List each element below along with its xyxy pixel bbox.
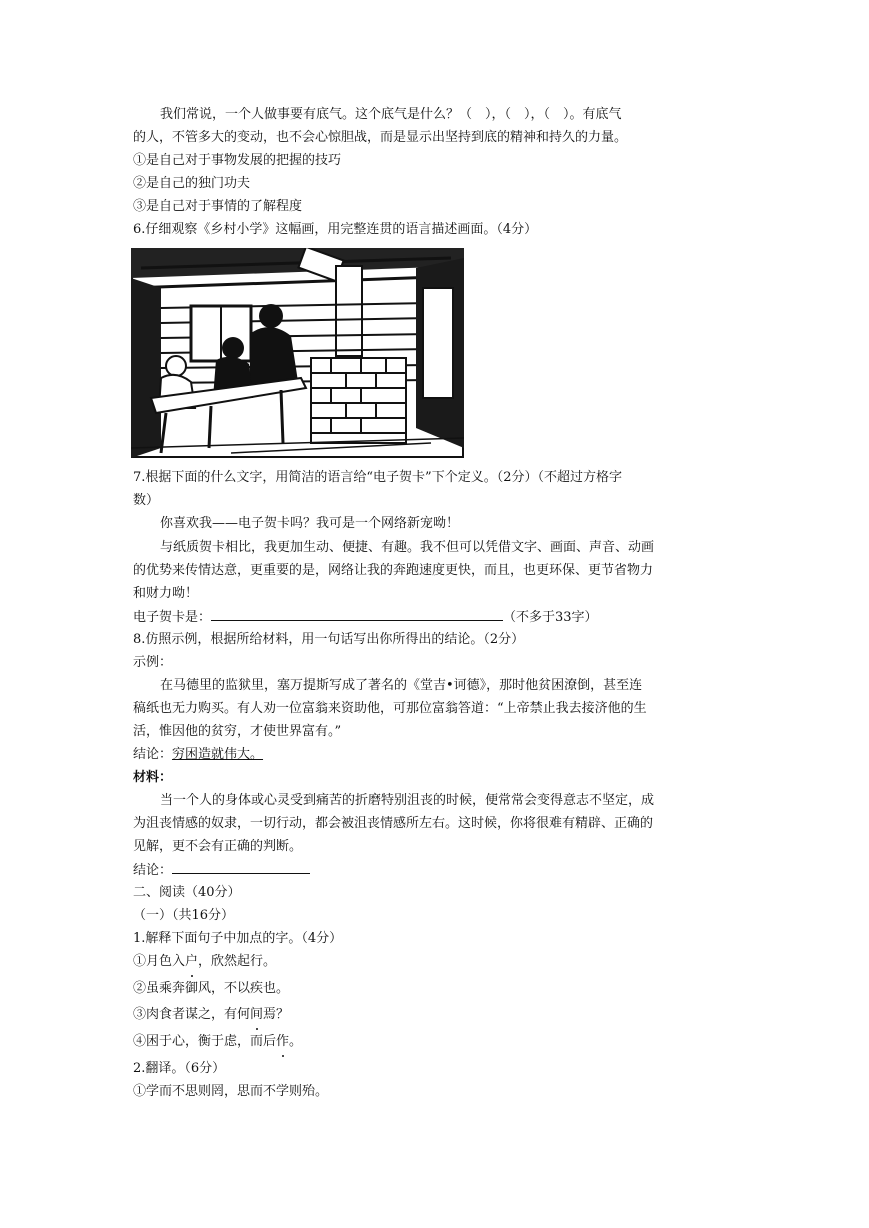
ecard-text-1: 你喜欢我——电子贺卡吗？我可是一个网络新宠呦！ [160,516,460,531]
material-text-3: 见解，更不会有正确的判断。 [133,839,303,854]
example-text-3: 活，惟因他的贫穷，才使世界富有。” [133,724,342,739]
question-7-line-2: 数） [133,493,160,508]
ecard-definition-note: （不多于33字） [503,610,598,625]
material-conclusion-answer-blank[interactable] [172,859,310,874]
option-1: ①是自己对于事物发展的把握的技巧 [133,153,342,168]
question-5-intro-line-1: 我们常说，一个人做事要有底气。这个底气是什么？（ ），（ ），（ ）。有底气 [160,107,622,122]
subsection-1-heading: （一）（共16分） [133,908,235,923]
word-explanation-item-3 [133,1004,743,1026]
example-conclusion-label: 结论： [133,747,173,762]
item-4-text-before: ④困于心，衡于虑，而后 [133,1034,277,1049]
ecard-text-4: 和财力呦！ [133,586,199,601]
material-text-1: 当一个人的身体或心灵受到痛苦的折磨特别沮丧的时候，便常常会变得意志不坚定，成 [160,793,655,808]
example-text-2: 稿纸也无力购买。有人劝一位富翁来资助他，可那位富翁答道：“上帝禁止我去接济他的生 [133,701,647,716]
item-4-dotted-char: 作 [276,1031,289,1053]
item-3-text-after: 焉？ [263,1007,290,1022]
material-conclusion-line [133,859,743,882]
question-8: 8.仿照示例，根据所给材料，用一句话写出你所得出的结论。（2分） [133,632,525,647]
question-7-line-1: 7.根据下面的什么文字，用简洁的语言给“电子贺卡”下个定义。（2分）（不超过方格字 [133,470,622,485]
word-explanation-item-2: ②虽乘奔御风，不以疾也。 [133,981,290,996]
ecard-definition-line [133,606,743,629]
ecard-text-2: 与纸质贺卡相比，我更加生动、便捷、有趣。我不但可以凭借文字、画面、声音、动画 [160,540,655,555]
example-conclusion-value: 穷困造就伟大。 [172,747,264,762]
material-text-2: 为沮丧情感的奴隶，一切行动，都会被沮丧情感所左右。这时候，你将很难有精辟、正确的 [133,816,654,831]
question-5-intro-line-2: 的人，不管多大的变动，也不会心惊胆战，而是显示出坚持到底的精神和持久的力量。 [133,130,628,145]
item-4-text-after: 。 [289,1034,303,1049]
ecard-text-3: 的优势来传情达意，更重要的是，网络让我的奔跑速度更快，而且，也更环保、更节省物力 [133,563,654,578]
example-conclusion-line [133,744,743,766]
item-3-text-before: ③肉食者谋之，有何 [133,1007,251,1022]
ecard-definition-label: 电子贺卡是： [133,610,212,625]
example-label: 示例： [133,655,173,670]
question-6: 6.仔细观察《乡村小学》这幅画，用完整连贯的语言描述画面。（4分） [133,222,538,237]
item-3-dotted-char: 间 [250,1004,263,1026]
example-text-1: 在马德里的监狱里，塞万提斯写成了著名的《堂吉•诃德》，那时他贫困潦倒，甚至连 [160,678,643,693]
item-1-text-after: ，欣然起行。 [198,954,277,969]
option-2: ②是自己的独门功夫 [133,176,251,191]
word-explanation-item-1 [133,951,743,973]
translation-item-1: ①学而不思则罔，思而不学则殆。 [133,1084,329,1099]
option-3: ③是自己对于事情的了解程度 [133,199,303,214]
material-conclusion-label: 结论： [133,863,173,878]
section-reading-heading: 二、阅读（40分） [133,885,241,900]
word-explanation-item-4 [133,1031,743,1053]
item-1-text-before: ①月色入 [133,954,186,969]
item-1-dotted-char: 户 [185,951,198,973]
reading-question-2: 2.翻译。（6分） [133,1061,226,1076]
ecard-definition-answer-blank[interactable] [211,606,503,621]
village-school-illustration [131,248,464,458]
material-label: 材料： [133,770,173,785]
reading-question-1: 1.解释下面句子中加点的字。（4分） [133,931,343,946]
